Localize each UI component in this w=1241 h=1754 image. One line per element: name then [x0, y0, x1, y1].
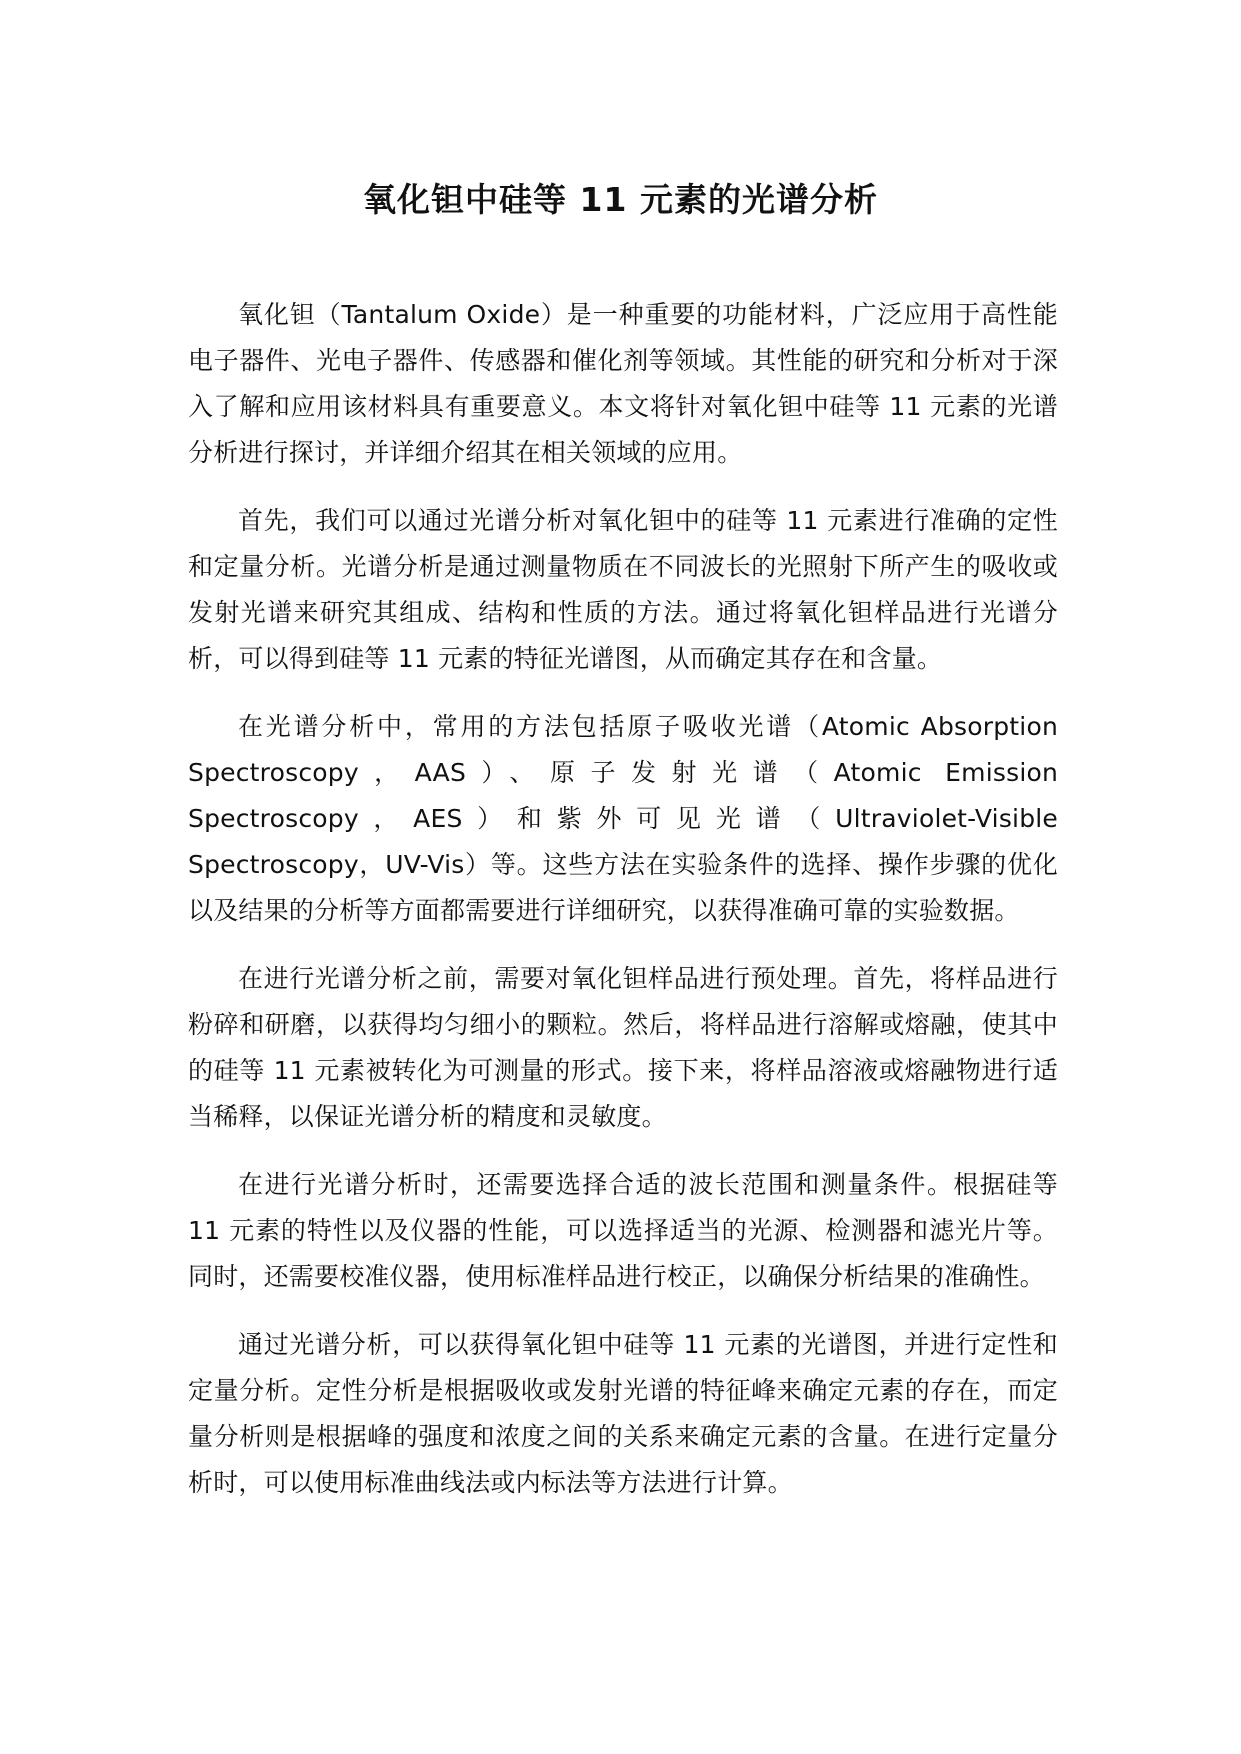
- document-body: [188, 292, 1058, 1528]
- paragraph-2: 首先，我们可以通过光谱分析对氧化钽中的硅等 11 元素进行准确的定性和定量分析。光谱分析是通过测量物质在不同波长的光照射下所产生的吸收或发射光谱来研究其组成、结构和性质的方法。通过将氧化钽样品进行光谱分析，可以得到硅等 11 元素的特征光谱图，从而确定其存在和含量。: [188, 506, 1058, 673]
- document-title: 氧化钽中硅等 11 元素的光谱分析: [363, 180, 878, 219]
- paragraph-1: 氧化钽（Tantalum Oxide）是一种重要的功能材料，广泛应用于高性能电子器件、光电子器件、传感器和催化剂等领域。其性能的研究和分析对于深入了解和应用该材料具有重要意义。本文将针对氧化钽中硅等 11 元素的光谱分析进行探讨，并详细介绍其在相关领域的应用。: [188, 300, 1058, 467]
- paragraph-3: 在光谱分析中，常用的方法包括原子吸收光谱（Atomic Absorption Spectroscopy，AAS）、原子发射光谱（Atomic Emission Spectroscopy，AES）和紫外可见光谱（Ultraviolet-Visible Spectroscopy，UV-Vis）等。这些方法在实验条件的选择、操作步骤的优化以及结果的分析等方面都需要进行详细研究，以获得准确可靠的实验数据。: [188, 712, 1058, 925]
- paragraph-6: 通过光谱分析，可以获得氧化钽中硅等 11 元素的光谱图，并进行定性和定量分析。定性分析是根据吸收或发射光谱的特征峰来确定元素的存在，而定量分析则是根据峰的强度和浓度之间的关系来确定元素的含量。在进行定量分析时，可以使用标准曲线法或内标法等方法进行计算。: [188, 1330, 1058, 1497]
- paragraph-4: 在进行光谱分析之前，需要对氧化钽样品进行预处理。首先，将样品进行粉碎和研磨，以获得均匀细小的颗粒。然后，将样品进行溶解或熔融，使其中的硅等 11 元素被转化为可测量的形式。接下来，将样品溶液或熔融物进行适当稀释，以保证光谱分析的精度和灵敏度。: [188, 964, 1058, 1131]
- paragraph-5: 在进行光谱分析时，还需要选择合适的波长范围和测量条件。根据硅等 11 元素的特性以及仪器的性能，可以选择适当的光源、检测器和滤光片等。同时，还需要校准仪器，使用标准样品进行校正，以确保分析结果的准确性。: [188, 1170, 1058, 1291]
